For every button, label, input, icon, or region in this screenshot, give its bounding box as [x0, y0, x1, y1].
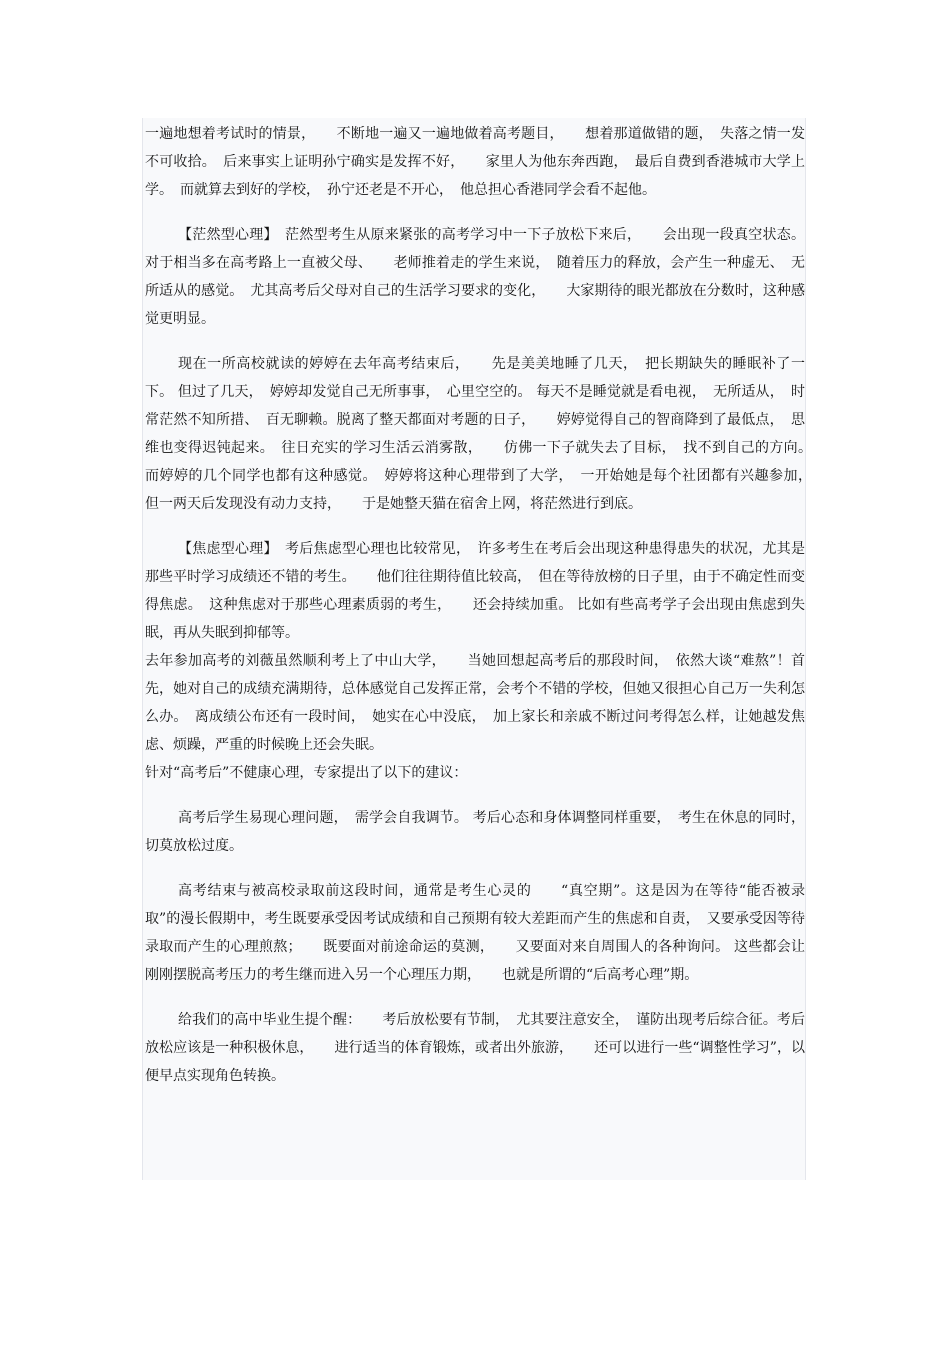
paragraph-confused-mentality: 【茫然型心理】 茫然型考生从原来紧张的高考学习中一下子放松下来后， 会出现一段真空状态。对于相当多在高考路上一直被父母、 老师推着走的学生来说， 随着压力的释放，会产生一种虚无、 无所适从的感觉。 尤其高考后父母对自己的生活学习要求的变化， 大家期待的眼光都放在分数时，这种感觉更明显。 [145, 227, 805, 327]
paragraph-liu-wei-story: 去年参加高考的刘薇虽然顺利考上了中山大学， 当她回想起高考后的那段时间， 依然大谈“难熬”！首先，她对自己的成绩充满期待，总体感觉自己发挥正常，会考个不错的学校，但她又很担心自己万一失利怎么办。 离成绩公布还有一段时间， 她实在心中没底， 加上家长和亲戚不断过问考得怎么样，让她越发焦虑、烦躁，严重的时候晚上还会失眠。 [145, 653, 805, 753]
paragraph-self-adjustment: 高考后学生易现心理问题， 需学会自我调节。 考后心态和身体调整同样重要， 考生在休息的同时，切莫放松过度。 [145, 810, 805, 854]
paragraph-tingting-story: 现在一所高校就读的婷婷在去年高考结束后， 先是美美地睡了几天， 把长期缺失的睡眠补了一下。 但过了几天， 婷婷却发觉自己无所事事， 心里空空的。 每天不是睡觉就是看电视， 无所适从， 时常茫然不知所措、 百无聊赖。脱离了整天都面对考题的日子， 婷婷觉得自己的智商降到了最低点， 思维也变得迟钝起来。 往日充实的学习生活云消雾散， 仿佛一下子就失去了目标， 找不到自己的方向。 而婷婷的几个同学也都有这种感觉。 婷婷将这种心理带到了大学， 一开始她是每个社团都有兴趣参加， 但一两天后发现没有动力支持， 于是她整天猫在宿舍上网，将茫然进行到底。 [145, 356, 833, 512]
paragraph-expert-advice-intro: 针对“高考后”不健康心理，专家提出了以下的建议： [145, 765, 468, 781]
paragraph-anxious-mentality: 【焦虑型心理】 考后焦虑型心理也比较常见， 许多考生在考后会出现这种患得患失的状况，尤其是那些平时学习成绩还不错的考生。 他们往往期待值比较高， 但在等待放榜的日子里，由于不确定性而变得焦虑。 这种焦虑对于那些心理素质弱的考生， 还会持续加重。 比如有些高考学子会出现由焦虑到失眠，再从失眠到抑郁等。 [145, 541, 805, 641]
paragraph-vacuum-period: 高考结束与被高校录取前这段时间，通常是考生心灵的 “真空期”。这是因为在等待“能否被录取”的漫长假期中，考生既要承受因考试成绩和自己预期有较大差距而产生的焦虑和自责， 又要承受因等待录取而产生的心理煎熬； 既要面对前途命运的莫测， 又要面对来自周围人的各种询问。 这些都会让刚刚摆脱高考压力的考生继而进入另一个心理压力期， 也就是所谓的“后高考心理”期。 [145, 883, 805, 983]
paragraph-reminder: 给我们的高中毕业生提个醒： 考后放松要有节制， 尤其要注意安全， 谨防出现考后综合征。考后放松应该是一种积极休息， 进行适当的体育锻炼，或者出外旅游， 还可以进行一些“调整性学习”，以便早点实现角色转换。 [145, 1012, 805, 1084]
document-body [145, 120, 833, 1090]
paragraph-sun-ning-ending: 一遍地想着考试时的情景， 不断地一遍又一遍地做着高考题目， 想着那道做错的题， 失落之情一发不可收拾。 后来事实上证明孙宁确实是发挥不好， 家里人为他东奔西跑， 最后自费到香港城市大学上学。 而就算去到好的学校， 孙宁还老是不开心， 他总担心香港同学会看不起他。 [145, 126, 805, 198]
